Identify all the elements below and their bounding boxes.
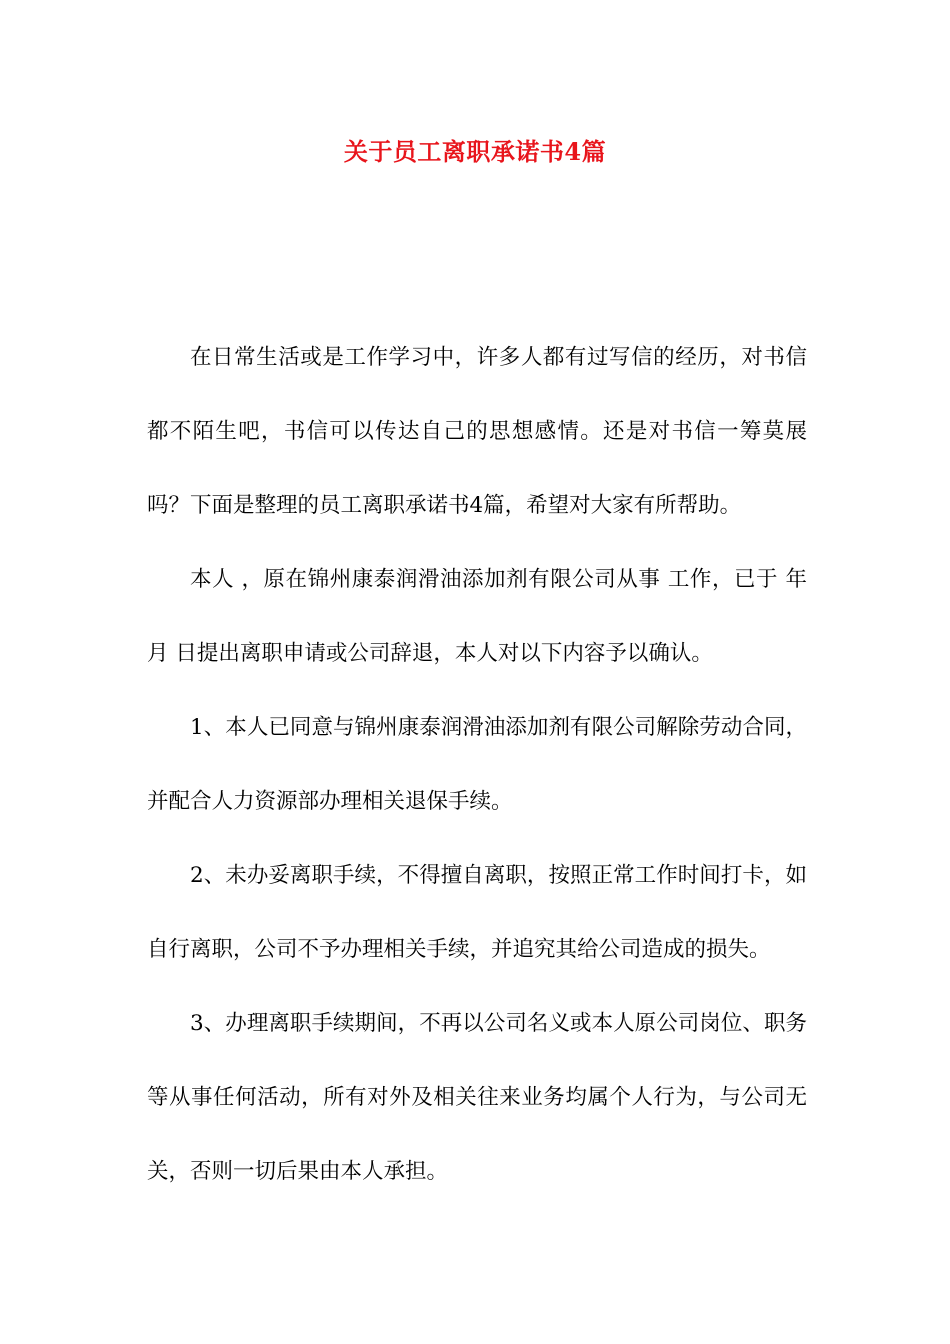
paragraph-statement: 本人 ，原在锦州康泰润滑油添加剂有限公司从事 工作，已于 年 月 日提出离职申请或公司辞退，本人对以下内容予以确认。: [147, 567, 807, 666]
paragraph-intro: 在日常生活或是工作学习中，许多人都有过写信的经历，对书信都不陌生吧，书信可以传达自己的思想感情。还是对书信一筹莫展吗？下面是整理的员工离职承诺书4篇，希望对大家有所帮助。: [147, 345, 807, 518]
paragraph-item-2: 2、未办妥离职手续，不得擅自离职，按照正常工作时间打卡，如自行离职，公司不予办理相关手续，并追究其给公司造成的损失。: [147, 863, 807, 962]
document-title: 关于员工离职承诺书4篇: [343, 137, 607, 166]
paragraph-item-1: 1、本人已同意与锦州康泰润滑油添加剂有限公司解除劳动合同，并配合人力资源部办理相关退保手续。: [147, 715, 807, 814]
document-body: [147, 321, 807, 1209]
paragraph-item-3: 3、办理离职手续期间，不再以公司名义或本人原公司岗位、职务等从事任何活动，所有对外及相关往来业务均属个人行为，与公司无关，否则一切后果由本人承担。: [147, 1011, 807, 1184]
